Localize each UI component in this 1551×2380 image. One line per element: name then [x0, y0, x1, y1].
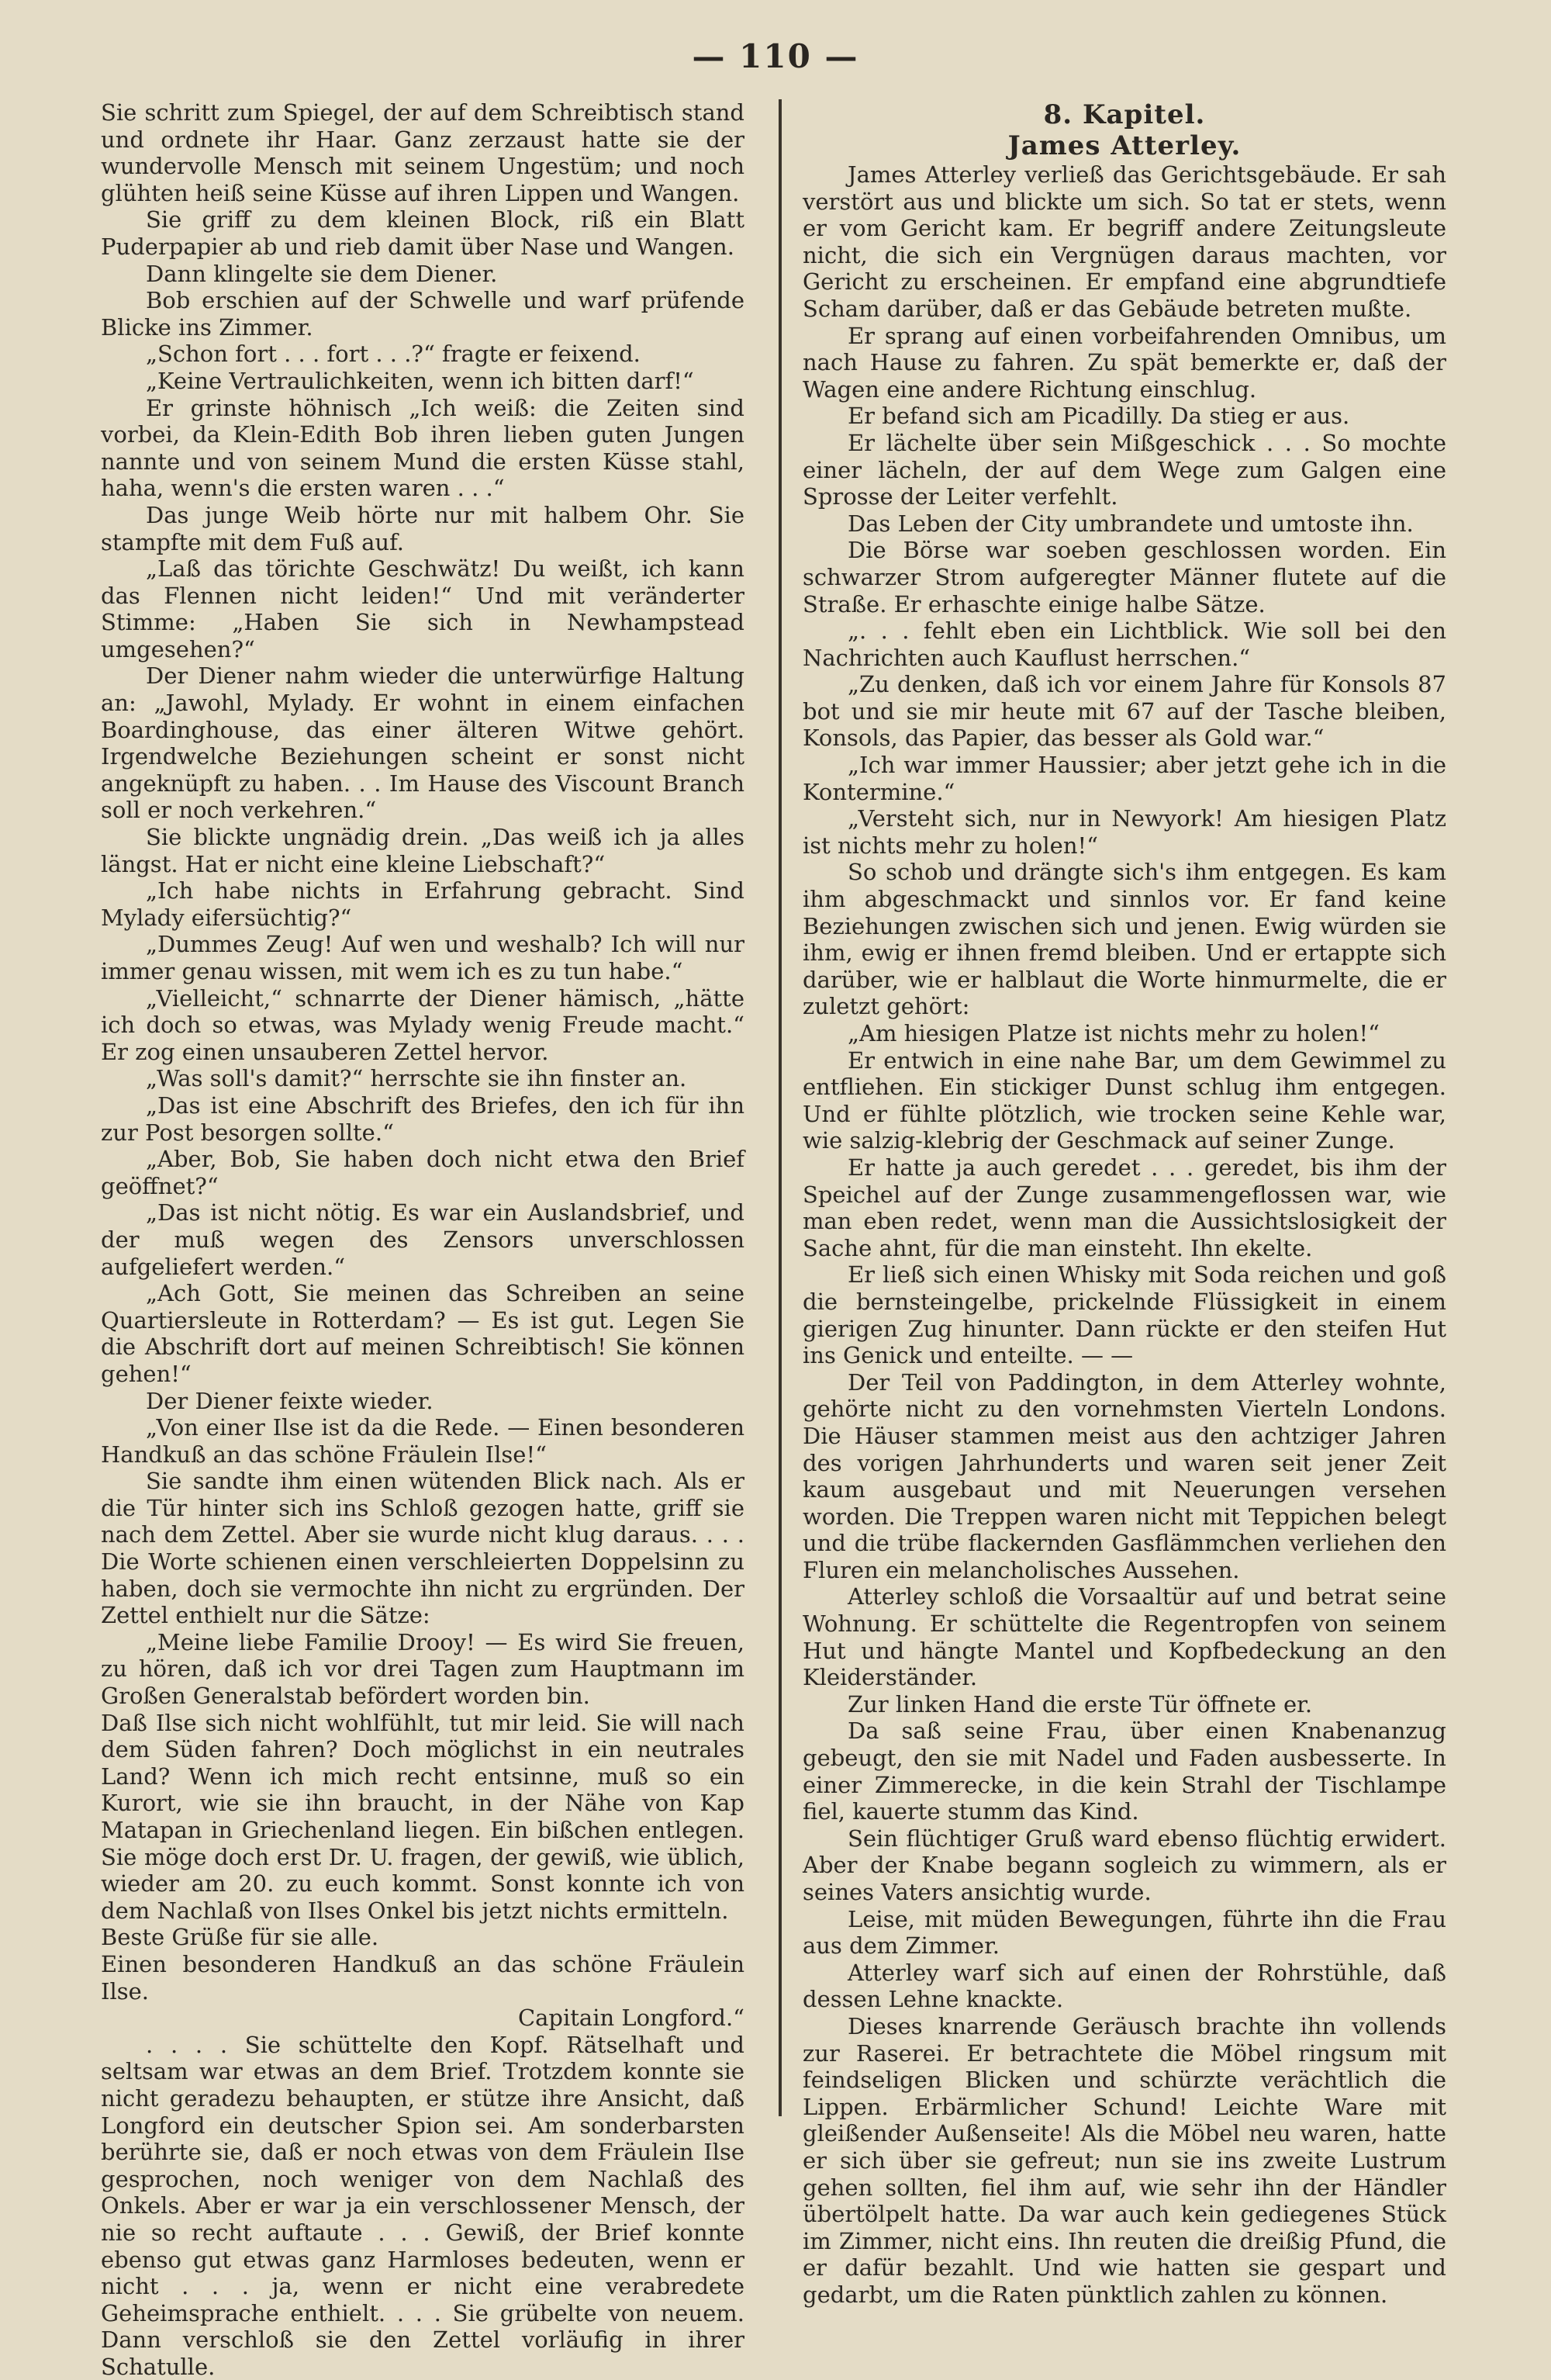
paragraph: „Aber, Bob, Sie haben doch nicht etwa den Brief geöffnet?“ [101, 1146, 744, 1199]
paragraph: „Zu denken, daß ich vor einem Jahre für Konsols 87 bot und sie mir heute mit 67 auf der Tasche bleiben, Konsols, das Papier, das besser als Gold war.“ [803, 671, 1446, 752]
paragraph: Atterley warf sich auf einen der Rohrstühle, daß dessen Lehne knackte. [803, 1959, 1446, 2013]
paragraph: Bob erschien auf der Schwelle und warf prüfende Blicke ins Zimmer. [101, 287, 744, 341]
paragraph: Er sprang auf einen vorbeifahrenden Omnibus, um nach Hause zu fahren. Zu spät bemerkte er, daß der Wagen eine andere Richtung einschlug. [803, 322, 1446, 403]
paragraph: Sie griff zu dem kleinen Block, riß ein Blatt Puderpapier ab und rieb damit über Nase und Wangen. [101, 206, 744, 260]
paragraph: „. . . fehlt eben ein Lichtblick. Wie soll bei den Nachrichten auch Kauflust herrschen.“ [803, 617, 1446, 671]
right-column [803, 99, 1446, 2308]
chapter-number: 8. Kapitel. [1043, 99, 1206, 130]
paragraph: Dieses knarrende Geräusch brachte ihn vollends zur Raserei. Er betrachtete die Möbel ringsum mit feindseligen Blicken und schürzte verächtlich die Lippen. Erbärmlicher Schund! Leichte Ware mit gleißender Außenseite! Als die Möbel neu waren, hatte er sich über sie gefreut; nun sie ins zweite Lustrum gehen sollten, fiel ihm auf, wie sehr ihn der Händler übertölpelt hatte. Da war auch kein gediegenes Stück im Zimmer, nicht eins. Ihn reuten die dreißig Pfund, die er dafür bezahlt. Und wie hatten sie gespart und gedarbt, um die Raten pünktlich zahlen zu können. [803, 2012, 1446, 2308]
column-divider [779, 99, 782, 2116]
paragraph: „Ich habe nichts in Erfahrung gebracht. Sind Mylady eifersüchtig?“ [101, 877, 744, 931]
paragraph: Da saß seine Frau, über einen Knabenanzug gebeugt, den sie mit Nadel und Faden ausbesserte. In einer Zimmerecke, in die kein Strahl der Tischlampe fiel, kauerte stumm das Kind. [803, 1718, 1446, 1825]
paragraph: Er befand sich am Picadilly. Da stieg er aus. [848, 403, 1350, 430]
chapter-title: James Atterley. [1007, 130, 1242, 161]
paragraph: Das junge Weib hörte nur mit halbem Ohr. Sie stampfte mit dem Fuß auf. [101, 501, 744, 555]
paragraph: Der Diener nahm wieder die unterwürfige Haltung an: „Jawohl, Mylady. Er wohnt in einem einfachen Boardinghouse, das einer älteren Witwe gehört. Irgendwelche Beziehungen scheint er sonst nicht angeknüpft zu haben. . . Im Hause des Viscount Branch soll er noch verkehren.“ [101, 662, 744, 824]
paragraph: „Meine liebe Familie Drooy! — Es wird Sie freuen, zu hören, daß ich vor drei Tagen zum Hauptmann im Großen Generalstab befördert worden bin. [101, 1628, 744, 1710]
paragraph: . . . . Sie schüttelte den Kopf. Rätselhaft und seltsam war etwas an dem Brief. Trotzdem konnte sie nicht geradezu behaupten, er stütze ihre Ansicht, daß Longford ein deutscher Spion sei. Am sonderbarsten berührte sie, daß er noch etwas von dem Fräulein Ilse gesprochen, noch weniger von dem Nachlaß des Onkels. Aber er war ja ein verschlossener Mensch, der nie so recht auftaute . . . Gewiß, der Brief konnte ebenso gut etwas ganz Harmloses bedeuten, wenn er nicht . . . ja, wenn er nicht eine verabredete Geheimsprache enthielt. . . . Sie grübelte von neuem. Dann verschloß sie den Zettel vorläufig in ihrer Schatulle. [101, 2031, 744, 2380]
paragraph: So schob und drängte sich's ihm entgegen. Es kam ihm abgeschmackt und sinnlos vor. Er fand keine Beziehungen zwischen sich und jenen. Ewig würden sie ihm, ewig er ihnen fremd bleiben. Und er ertappte sich darüber, wie er halblaut die Worte hinmurmelte, die er zuletzt gehört: [803, 859, 1446, 1020]
paragraph: „Was soll's damit?“ herrschte sie ihn finster an. [146, 1065, 687, 1092]
paragraph: „Vielleicht,“ schnarrte der Diener hämisch, „hätte ich doch so etwas, was Mylady wenig Freude macht.“ Er zog einen unsauberen Zettel hervor. [101, 984, 744, 1065]
chapter-text [803, 161, 1446, 2309]
paragraph: Capitain Longford.“ [517, 2005, 744, 2032]
paragraph: Zur linken Hand die erste Tür öffnete er. [848, 1690, 1313, 1718]
paragraph: Er grinste höhnisch „Ich weiß: die Zeiten sind vorbei, da Klein-Edith Bob ihren lieben guten Jungen nannte und von seinem Mund die ersten Küsse stahl, haha, wenn's die ersten waren . . .“ [101, 394, 744, 502]
paragraph: Atterley schloß die Vorsaaltür auf und betrat seine Wohnung. Er schüttelte die Regentropfen von seinem Hut und hängte Mantel und Kopfbedeckung an den Kleiderständer. [803, 1583, 1446, 1691]
page-number: — 110 — [692, 37, 859, 75]
paragraph: „Laß das törichte Geschwätz! Du weißt, ich kann das Flennen nicht leiden!“ Und mit veränderter Stimme: „Haben Sie sich in Newhampstead umgesehen?“ [101, 555, 744, 662]
paragraph: „Ach Gott, Sie meinen das Schreiben an seine Quartiersleute in Rotterdam? — Es ist gut. Legen Sie die Abschrift dort auf meinen Schreibtisch! Sie können gehen!“ [101, 1280, 744, 1387]
paragraph: Sein flüchtiger Gruß ward ebenso flüchtig erwidert. Aber der Knabe begann sogleich zu wimmern, als er seines Vaters ansichtig wurde. [803, 1825, 1446, 1905]
paragraph: Er ließ sich einen Whisky mit Soda reichen und goß die bernsteingelbe, prickelnde Flüssigkeit in einem gierigen Zug hinunter. Dann rückte er den steifen Hut ins Genick und enteilte. — — [803, 1261, 1446, 1369]
paragraph: Das Leben der City umbrandete und umtoste ihn. [848, 510, 1414, 537]
paragraph: „Am hiesigen Platze ist nichts mehr zu holen!“ [848, 1020, 1380, 1046]
paragraph: Einen besonderen Handkuß an das schöne Fräulein Ilse. [101, 1950, 744, 2005]
paragraph: „Keine Vertraulichkeiten, wenn ich bitten darf!“ [146, 367, 694, 394]
paragraph: Sie schritt zum Spiegel, der auf dem Schreibtisch stand und ordnete ihr Haar. Ganz zerzaust hatte sie der wundervolle Mensch mit seinem Ungestüm; und noch glühten heiß seine Küsse auf ihren Lippen und Wangen. [101, 99, 744, 206]
paragraph: „Von einer Ilse ist da die Rede. — Einen besonderen Handkuß an das schöne Fräulein Ilse!“ [101, 1414, 744, 1468]
paragraph: „Versteht sich, nur in Newyork! Am hiesigen Platz ist nichts mehr zu holen!“ [803, 805, 1446, 859]
paragraph: Leise, mit müden Bewegungen, führte ihn die Frau aus dem Zimmer. [803, 1905, 1446, 1960]
paragraph: Er entwich in eine nahe Bar, um dem Gewimmel zu entfliehen. Ein stickiger Dunst schlug ihm entgegen. Und er fühlte plötzlich, wie trocken seine Kehle war, wie salzig-klebrig der Geschmack auf seiner Zunge. [803, 1046, 1446, 1154]
paragraph: Sie blickte ungnädig drein. „Das weiß ich ja alles längst. Hat er nicht eine kleine Liebschaft?“ [101, 824, 744, 877]
paragraph: Die Börse war soeben geschlossen worden. Ein schwarzer Strom aufgeregter Männer flutete auf die Straße. Er erhaschte einige halbe Sätze. [803, 537, 1446, 617]
paragraph: Dann klingelte sie dem Diener. [146, 260, 498, 287]
paragraph: Der Teil von Paddington, in dem Atterley wohnte, gehörte nicht zu den vornehmsten Vierteln Londons. Die Häuser stammen meist aus den achtziger Jahren des vorigen Jahrhunderts und waren seit jener Zeit kaum ausgebaut und mit Neuerungen versehen worden. Die Treppen waren nicht mit Teppichen belegt und die trübe flackernden Gasflämmchen verliehen den Fluren ein melancholisches Aussehen. [803, 1368, 1446, 1583]
paragraph: „Ich war immer Haussier; aber jetzt gehe ich in die Kontermine.“ [803, 752, 1446, 805]
paragraph: Er lächelte über sein Mißgeschick . . . So mochte einer lächeln, der auf dem Wege zum Galgen eine Sprosse der Leiter verfehlt. [803, 429, 1446, 510]
paragraph: „Dummes Zeug! Auf wen und weshalb? Ich will nur immer genau wissen, mit wem ich es zu tun habe.“ [101, 931, 744, 984]
paragraph: „Schon fort . . . fort . . .?“ fragte er feixend. [146, 341, 641, 368]
paragraph: Beste Grüße für sie alle. [101, 1924, 379, 1951]
paragraph: James Atterley verließ das Gerichtsgebäude. Er sah verstört aus und blickte um sich. So tat er stets, wenn er vom Gericht kam. Er begriff andere Zeitungsleute nicht, die sich ein Vergnügen daraus machten, vor Gericht zu erscheinen. Er empfand eine abgrundtiefe Scham darüber, daß er das Gebäude betreten mußte. [803, 161, 1446, 322]
paragraph: Sie sandte ihm einen wütenden Blick nach. Als er die Tür hinter sich ins Schloß gezogen hatte, griff sie nach dem Zettel. Aber sie wurde nicht klug daraus. . . . Die Worte schienen einen verschleierten Doppelsinn zu haben, doch sie vermochte ihn nicht zu ergründen. Der Zettel enthielt nur die Sätze: [101, 1468, 744, 1629]
paragraph: „Das ist eine Abschrift des Briefes, den ich für ihn zur Post besorgen sollte.“ [101, 1091, 744, 1146]
paragraph: „Das ist nicht nötig. Es war ein Auslandsbrief, und der muß wegen des Zensors unverschlossen aufgeliefert werden.“ [101, 1199, 744, 1280]
paragraph: Der Diener feixte wieder. [146, 1387, 434, 1414]
paragraph: Daß Ilse sich nicht wohlfühlt, tut mir leid. Sie will nach dem Süden fahren? Doch möglichst in ein neutrales Land? Wenn ich mich recht entsinne, muß so ein Kurort, wie sie ihn braucht, in der Nähe von Kap Matapan in Griechenland liegen. Ein bißchen entlegen. Sie möge doch erst Dr. U. fragen, der gewiß, wie üblich, wieder am 20. zu euch kommt. Sonst konnte ich von dem Nachlaß von Ilses Onkel bis jetzt nichts ermitteln. [101, 1709, 744, 1924]
left-column [101, 99, 744, 2380]
paragraph: Er hatte ja auch geredet . . . geredet, bis ihm der Speichel auf der Zunge zusammengeflossen war, wie man eben redet, wenn man die Aussichtslosigkeit der Sache ahnt, für die man einsteht. Ihn ekelte. [803, 1154, 1446, 1261]
